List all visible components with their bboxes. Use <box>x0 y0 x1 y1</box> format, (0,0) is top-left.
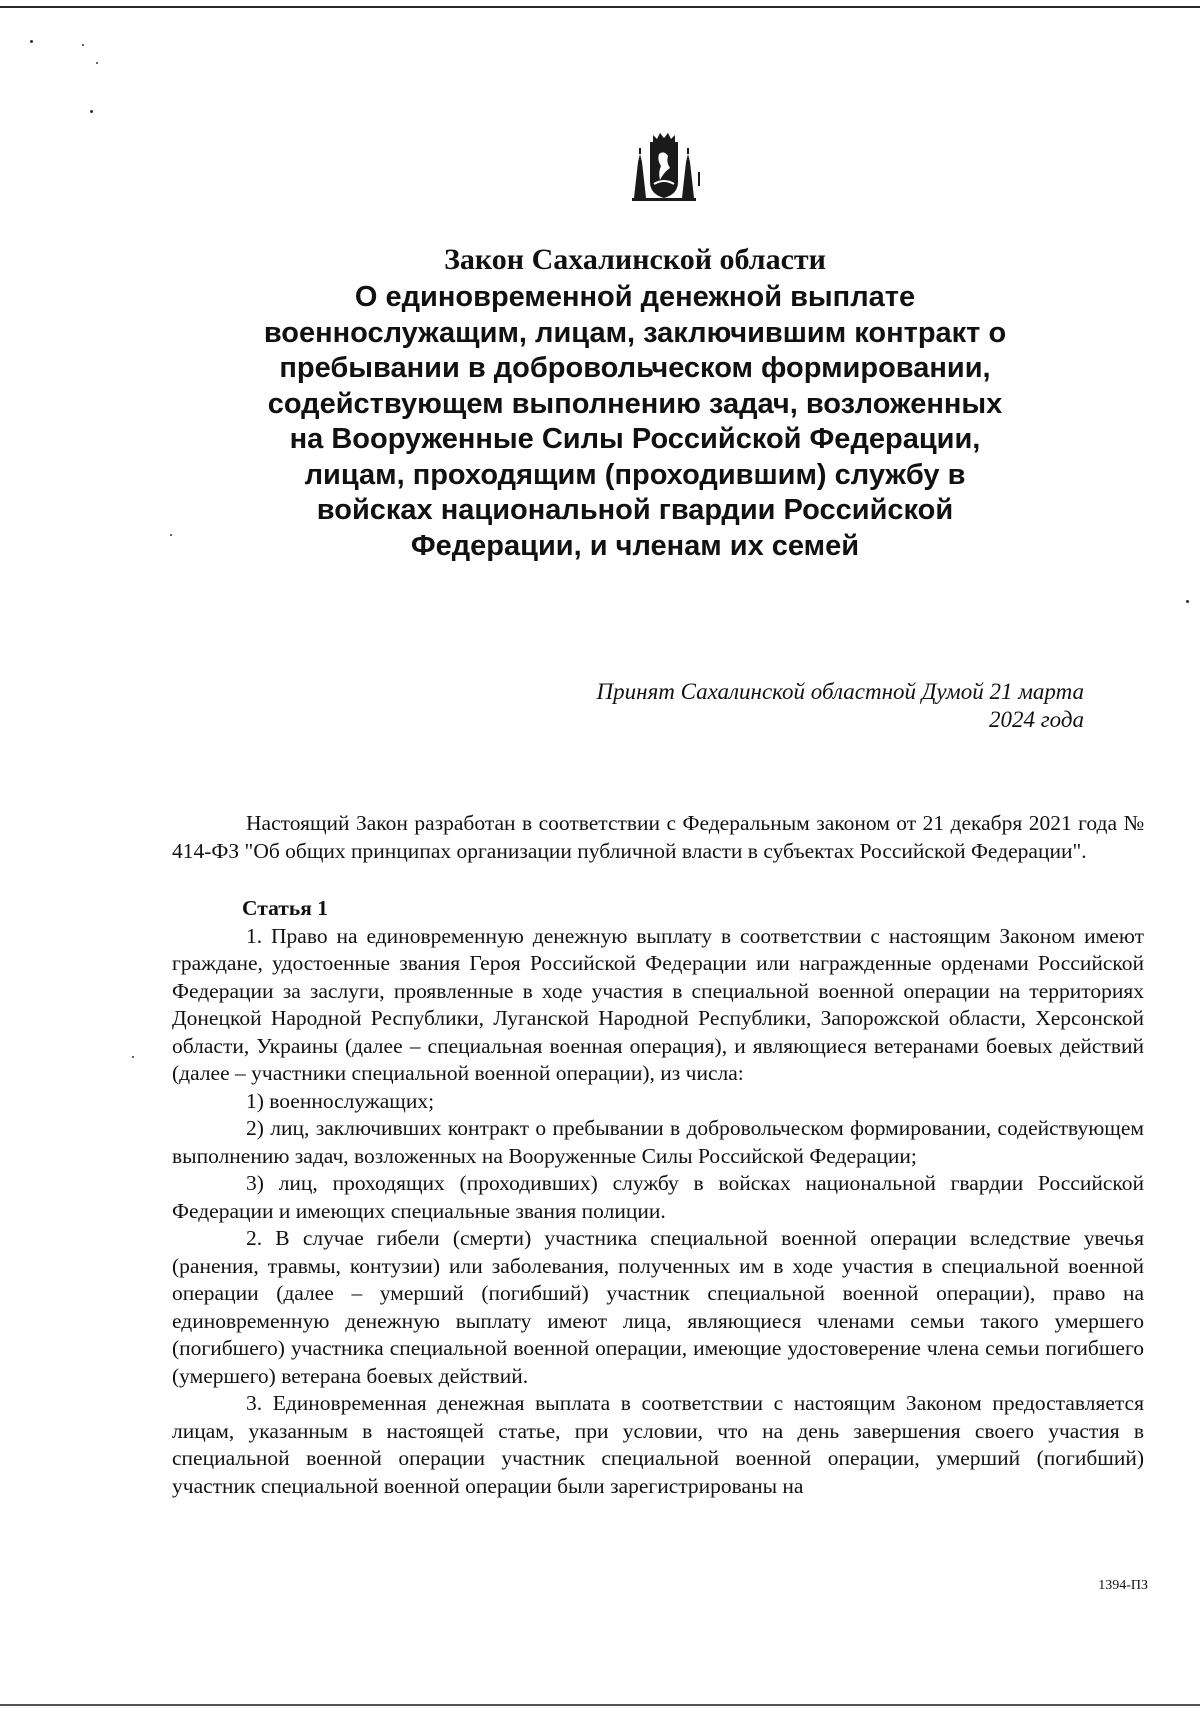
bottom-border-line <box>0 1704 1200 1706</box>
article-paragraph: 2. В случае гибели (смерти) участника специальной военной операции вследствие увечья (ранения, травмы, контузии) или заболевания, полученных им в ходе участия в специальной военной операции (далее – умерший (погибший) участник специальной военной операции), право на единовременную денежную выплату имеют лица, являющиеся членами семьи такого умершего (погибшего) участника специальной военной операции, имеющие удостоверение члена семьи погибшего (умершего) ветерана боевых действий. <box>172 1226 1144 1388</box>
article-list-item: 1) военнослужащих; <box>246 1088 435 1113</box>
title-line: содействующем выполнению задач, возложенных <box>267 387 1003 420</box>
title-line: лицам, проходящим (проходившим) службу в <box>304 458 966 491</box>
scan-speck <box>170 534 172 536</box>
scan-speck <box>82 44 84 46</box>
article-heading: Статья 1 <box>242 896 328 920</box>
article-list-item: 2) лиц, заключивших контракт о пребывании в добровольческом формировании, содействующем выполнению задач, возложенных на Вооруженные Силы Российской Федерации; <box>172 1116 1144 1168</box>
scan-speck <box>1186 600 1189 603</box>
law-kind-heading: Закон Сахалинской области <box>444 243 826 276</box>
scan-speck <box>132 1056 134 1058</box>
document-title-block <box>200 242 1070 564</box>
document-code: 1394-ПЗ <box>1098 1578 1148 1593</box>
top-border-line <box>0 6 1200 8</box>
article-list-item: 3) лиц, проходящих (проходивших) службу в войсках национальной гвардии Российской Федерации и имеющих специальные звания полиции. <box>172 1171 1144 1223</box>
sakhalin-coat-of-arms-icon <box>626 132 702 208</box>
title-line: пребывании в добровольческом формировании, <box>279 352 991 384</box>
title-line: военнослужащим, лицам, заключившим контракт о <box>263 316 1007 349</box>
document-body <box>172 810 1144 1500</box>
title-line: войсках национальной гвардии Российской <box>316 494 954 526</box>
article-paragraph: 3. Единовременная денежная выплата в соответствии с настоящим Законом предоставляется лицам, указанным в настоящей статье, при условии, что на день завершения своего участия в специальной военной операции участник специальной военной операции, умерший (погибший) участник специальной военной операции были зарегистрированы на <box>172 1391 1144 1498</box>
law-title <box>200 280 1070 564</box>
title-line: О единовременной денежной выплате <box>354 281 916 313</box>
title-line: Федерации, и членам их семей <box>410 529 860 562</box>
preamble-paragraph: Настоящий Закон разработан в соответствии с Федеральным законом от 21 декабря 2021 года № 414-ФЗ "Об общих принципах организации публичной власти в субъектах Российской Федерации". <box>172 811 1144 863</box>
scan-speck <box>30 40 33 43</box>
scan-speck <box>96 62 98 64</box>
adoption-note: Принят Сахалинской областной Думой 21 марта 2024 года <box>596 679 1084 732</box>
article-paragraph: 1. Право на единовременную денежную выплату в соответствии с настоящим Законом имеют граждане, удостоенные звания Героя Российской Федерации или награжденные орденами Российской Федерации за заслуги, проявленные в ходе участия в специальной военной операции на территориях Донецкой Народной Республики, Луганской Народной Республики, Запорожской области, Херсонской области, Украины (далее – специальная военная операция), и являющиеся ветеранами боевых действий (далее – участники специальной военной операции), из числа: <box>172 923 1144 1085</box>
title-line: на Вооруженные Силы Российской Федерации, <box>289 423 981 455</box>
scan-speck <box>90 110 93 113</box>
